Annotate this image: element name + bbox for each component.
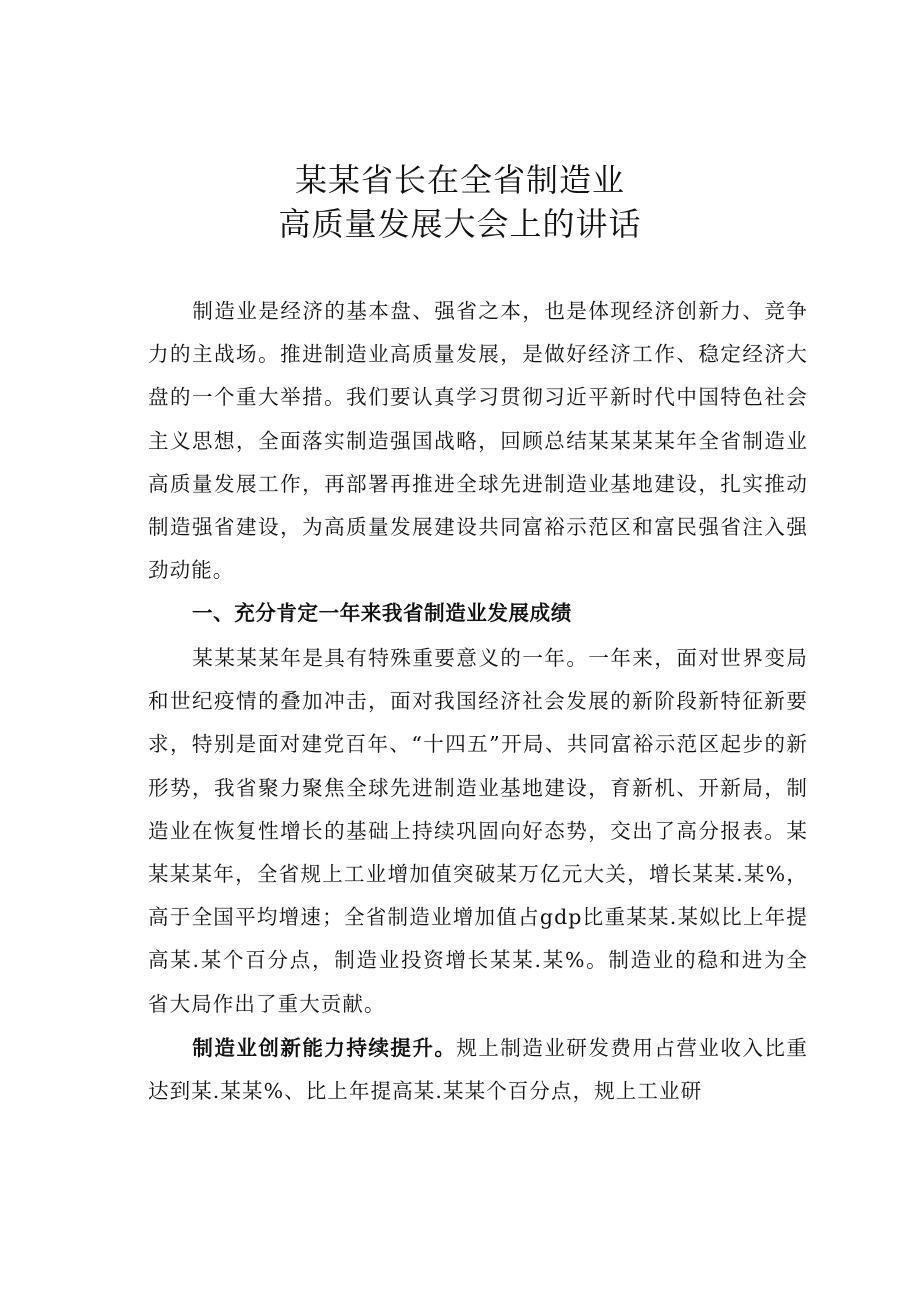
paragraph-innovation (148, 1027, 808, 1113)
section-heading-1: 一、充分肯定一年来我省制造业发展成绩 (192, 601, 572, 625)
document-title-line-1: 某某省长在全省制造业 (294, 161, 625, 199)
document-title-line-2: 高质量发展大会上的讲话 (278, 205, 642, 243)
paragraph-intro-text: 制造业是经济的基本盘、强省之本，也是体现经济创新力、竞争力的主战场。推进制造业高质量发展，是做好经济工作、稳定经济大盘的一个重大举措。我们要认真学习贯彻习近平新时代中国特色社会主义思想，全面落实制造强国战略，回顾总结某某某某年全省制造业高质量发展工作，再部署再推进全球先进制造业基地建设，扎实推动制造强省建设，为高质量发展建设共同富裕示范区和富民强省注入强劲动能。 (148, 299, 808, 583)
paragraph-innovation-text: 规上制造业研发费用占营业收入比重达到某.某某%、比上年提高某.某某个百分点，规上工业研 (148, 1036, 808, 1104)
paragraph-achievements (148, 637, 808, 1026)
paragraph-innovation-lead: 制造业创新能力持续提升。 (192, 1036, 457, 1060)
paragraph-achievements-text: 某某某某年是具有特殊重要意义的一年。一年来，面对世界变局和世纪疫情的叠加冲击，面对我国经济社会发展的新阶段新特征新要求，特别是面对建党百年、“十四五”开局、共同富裕示范区起步的新形势，我省聚力聚焦全球先进制造业基地建设，育新机、开新局，制造业在恢复性增长的基础上持续巩固向好态势，交出了高分报表。某某某某年，全省规上工业增加值突破某万亿元大关，增长某某.某%，高于全国平均增速；全省制造业增加值占gdp比重某某.某姒比上年提高某.某个百分点，制造业投资增长某某.某%。制造业的稳和进为全省大局作出了重大贡献。 (148, 646, 808, 1016)
paragraph-intro (148, 290, 808, 592)
